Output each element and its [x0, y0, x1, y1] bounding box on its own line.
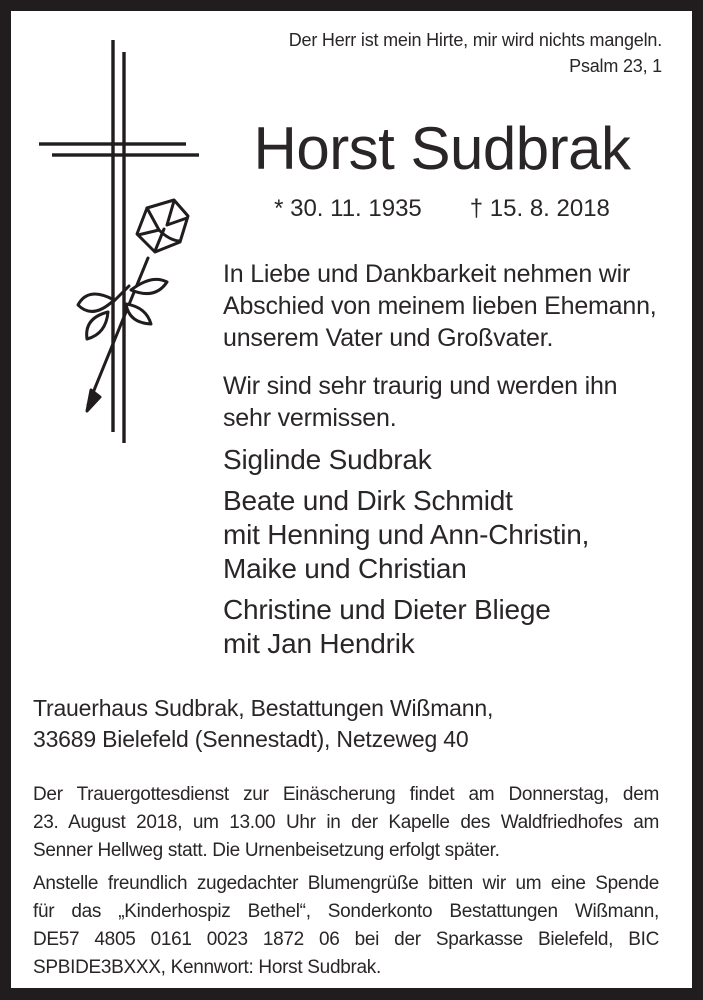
deceased-name: Horst Sudbrak	[253, 115, 631, 182]
announcement-line: Wir sind sehr traurig und werden ihn	[223, 372, 618, 400]
donation-info-line: Anstelle freundlich zugedachter Blumengrüße bitten wir um eine Spende	[33, 873, 659, 894]
funeral-home-line: Trauerhaus Sudbrak, Bestattungen Wißmann,	[33, 695, 494, 721]
scripture-quote	[289, 27, 662, 79]
birth-date: * 30. 11. 1935	[274, 195, 422, 222]
service-info-line: Senner Hellweg statt. Die Urnenbeisetzung erfolgt später.	[33, 840, 500, 861]
funeral-home-address	[33, 693, 659, 755]
service-info-line: Der Trauergottesdienst zur Einäscherung findet am Donnerstag, dem	[33, 784, 659, 805]
life-dates	[223, 195, 661, 223]
mourner-name: mit Jan Hendrik	[223, 628, 415, 659]
announcement-paragraph-2	[223, 370, 673, 434]
scripture-quote-source: Psalm 23, 1	[569, 56, 662, 76]
announcement-line: Abschied von meinem lieben Ehemann,	[223, 292, 657, 320]
announcement-paragraph-1	[223, 258, 673, 354]
mourner-name: Christine und Dieter Bliege	[223, 594, 551, 625]
donation-info	[33, 870, 659, 982]
mourner-name: mit Henning und Ann-Christin,	[223, 519, 590, 550]
announcement-line: unserem Vater und Großvater.	[223, 324, 554, 352]
donation-info-line: SPBIDE3BXXX, Kennwort: Horst Sudbrak.	[33, 957, 381, 978]
donation-info-line: für das „Kinderhospiz Bethel“, Sonderkonto Bestattungen Wißmann,	[33, 901, 659, 922]
mourner-name: Siglinde Sudbrak	[223, 444, 432, 475]
scripture-quote-text: Der Herr ist mein Hirte, mir wird nichts mangeln.	[288, 30, 662, 50]
mourner-group-bliege	[223, 593, 673, 661]
funeral-home-line: 33689 Bielefeld (Sennestadt), Netzeweg 40	[33, 726, 469, 752]
announcement-line: sehr vermissen.	[223, 404, 397, 432]
mourner-group-schmidt	[223, 484, 673, 586]
mourner-name: Beate und Dirk Schmidt	[223, 485, 513, 516]
announcement-line: In Liebe und Dankbarkeit nehmen wir	[223, 260, 631, 288]
service-info	[33, 781, 659, 865]
donation-info-line: DE57 4805 0161 0023 1872 06 bei der Sparkasse Bielefeld, BIC	[33, 929, 659, 950]
mourners-list	[223, 443, 673, 668]
service-info-line: 23. August 2018, um 13.00 Uhr in der Kapelle des Waldfriedhofes am	[33, 812, 659, 833]
death-date: † 15. 8. 2018	[469, 195, 610, 222]
cross-and-rose-icon	[28, 28, 208, 448]
mourner-group-spouse	[223, 443, 673, 477]
mourner-name: Maike und Christian	[223, 553, 467, 584]
